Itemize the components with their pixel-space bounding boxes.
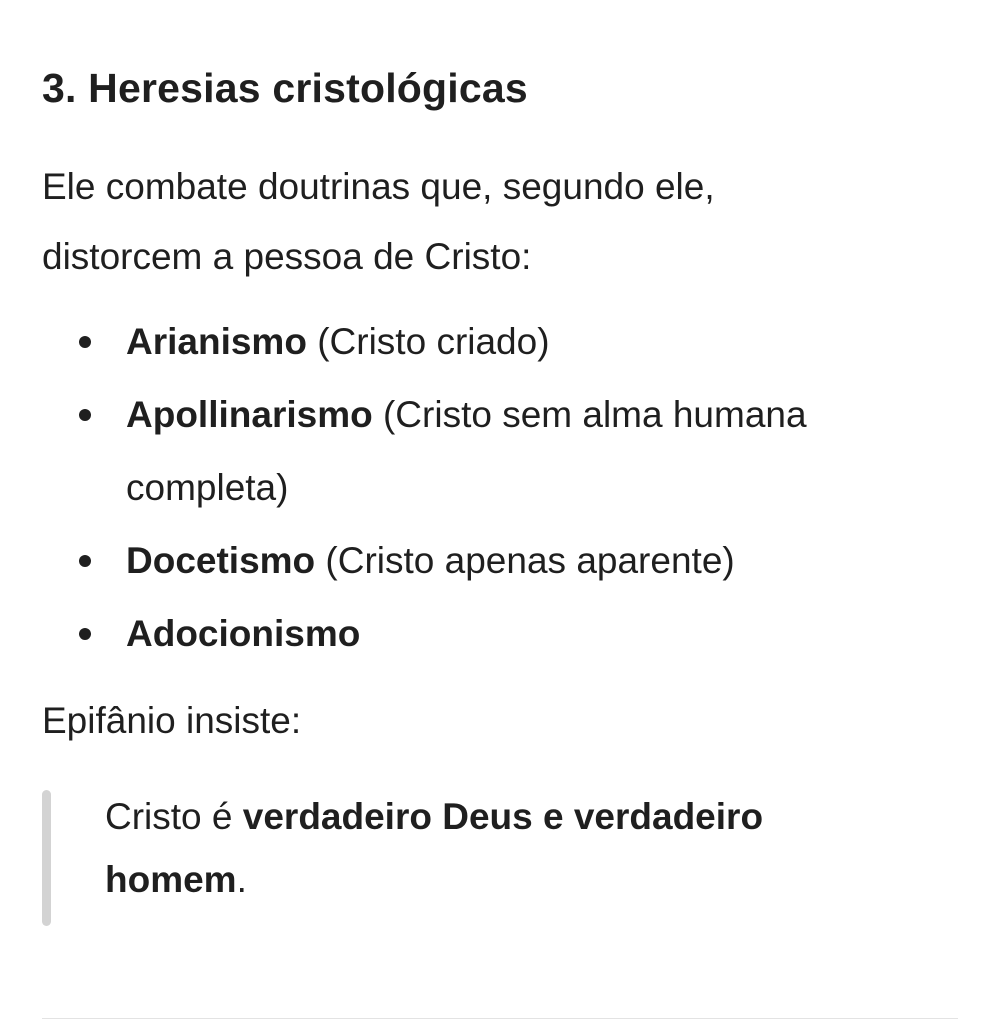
quote-suffix: . [236, 859, 247, 900]
heresy-term: Adocionismo [126, 613, 361, 654]
bullet-icon [79, 336, 91, 348]
list-item [42, 597, 922, 670]
heresy-list [42, 305, 922, 670]
quote-prefix: Cristo é [105, 796, 243, 837]
intro-paragraph: Ele combate doutrinas que, segundo ele, distorcem a pessoa de Cristo: [42, 166, 715, 277]
heresy-note: (Cristo apenas aparente) [315, 540, 735, 581]
heresy-term: Arianismo [126, 321, 307, 362]
quote-emphasis: verdadeiro Deus e verdadeiro homem [105, 796, 764, 900]
blockquote-text [105, 785, 865, 911]
conclusion-paragraph: Epifânio insiste: [42, 700, 302, 741]
blockquote [42, 790, 922, 926]
bullet-icon [79, 628, 91, 640]
list-item [42, 378, 922, 524]
list-item [42, 305, 922, 378]
bullet-icon [79, 409, 91, 421]
section-divider [42, 1018, 958, 1019]
heresy-term: Apollinarismo [126, 394, 373, 435]
section-title: 3. Heresias cristológicas [42, 65, 528, 111]
list-item [42, 524, 922, 597]
bullet-icon [79, 555, 91, 567]
heresy-term: Docetismo [126, 540, 316, 581]
heresy-note: (Cristo criado) [306, 321, 550, 362]
heresy-note: (Cristo sem alma humana completa) [126, 394, 807, 508]
blockquote-bar [42, 790, 51, 926]
